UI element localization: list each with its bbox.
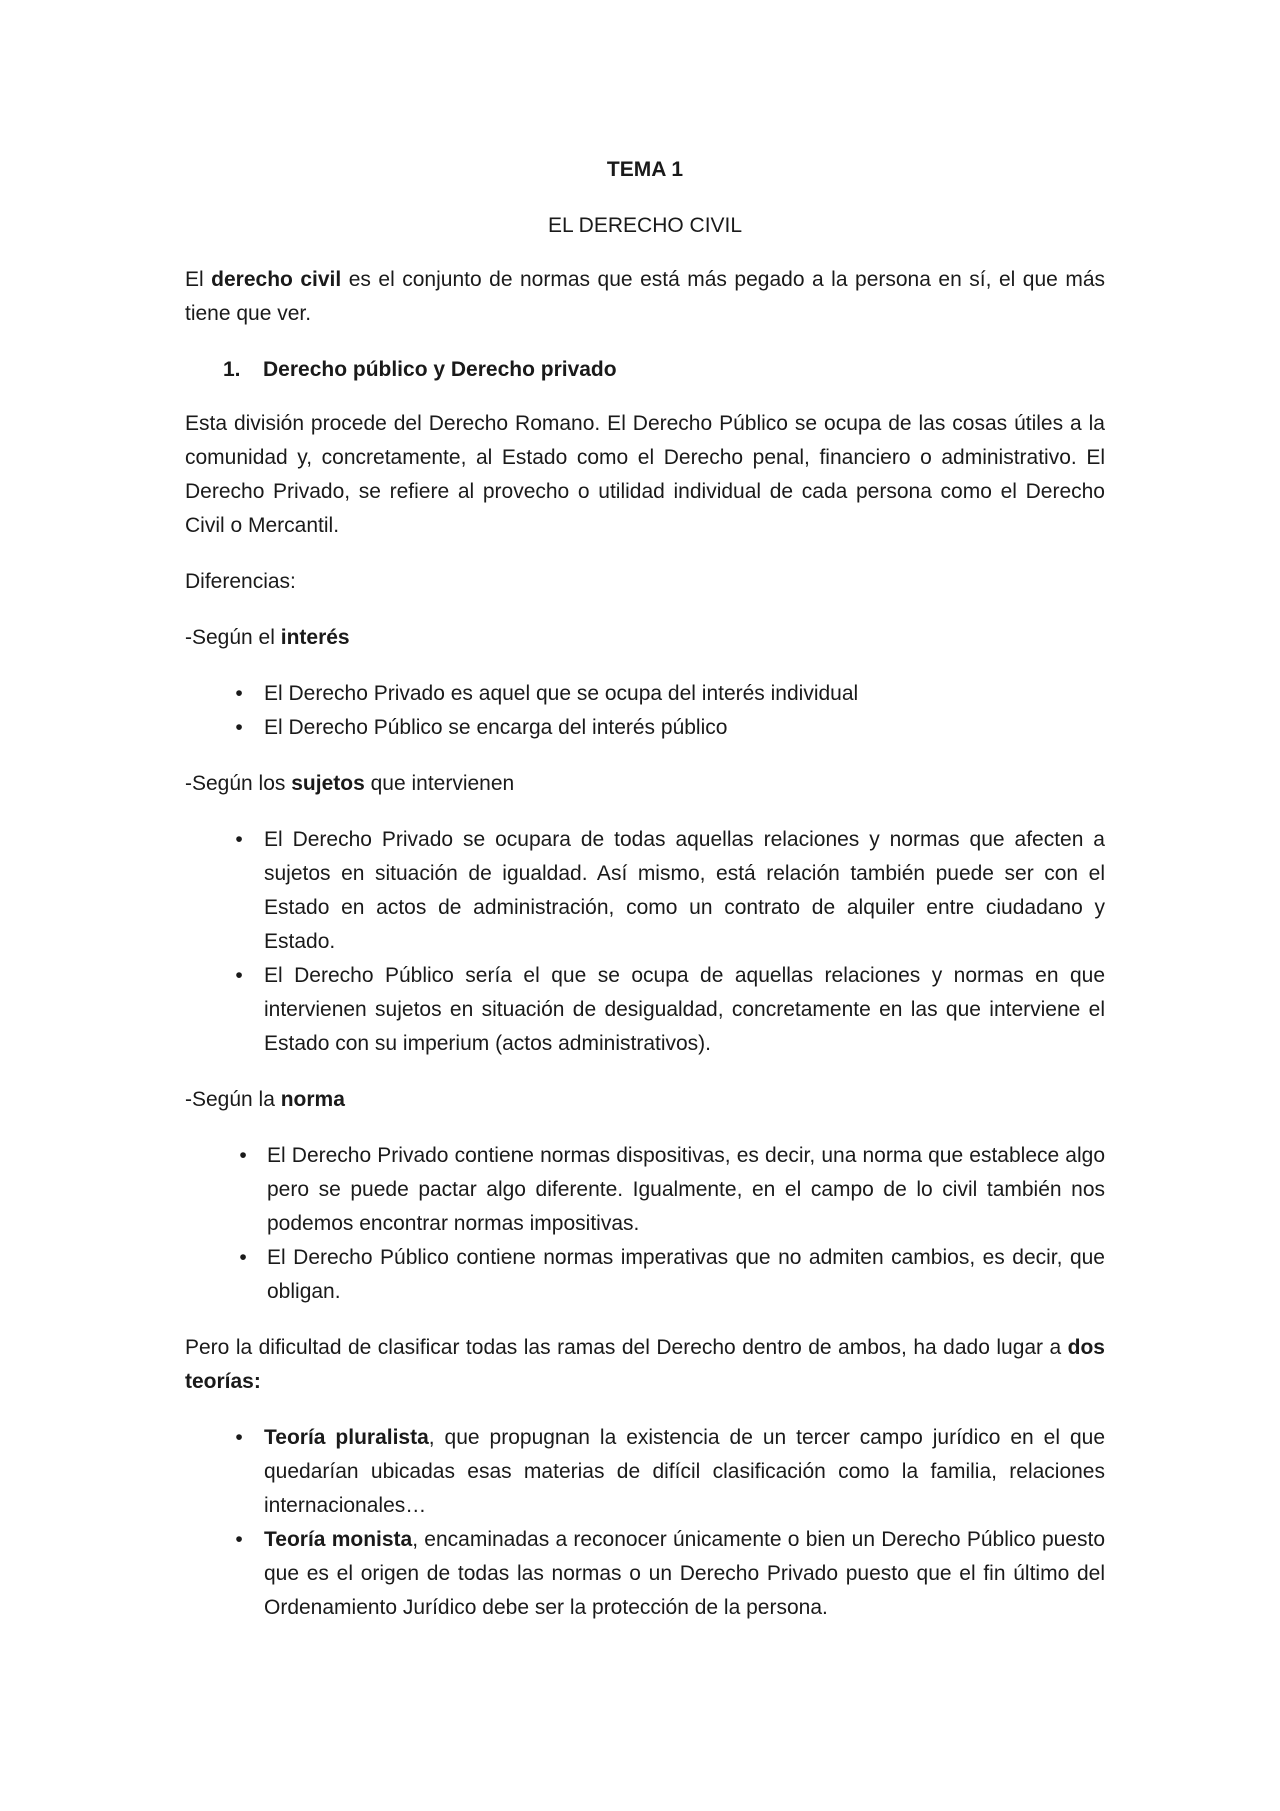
section-title: Derecho público y Derecho privado xyxy=(263,358,617,381)
bullet-icon: • xyxy=(239,1144,247,1167)
list-item: • El Derecho Público se encarga del interés público xyxy=(185,711,1105,745)
section-paragraph: Esta división procede del Derecho Romano. El Derecho Público se ocupa de las cosas útiles a la comunidad y, concretamente, al Estado como el Derecho penal, financiero o administrativo. El Derecho Privado, se refiere al provecho o utilidad individual de cada persona como el Derecho Civil o Mercantil. xyxy=(185,412,1105,537)
criterio-sujetos-list xyxy=(185,823,1105,1061)
bullet-icon: • xyxy=(235,682,243,705)
criterio-interes-label: -Según el interés xyxy=(185,626,350,649)
teorias-intro-paragraph: Pero la dificultad de clasificar todas las ramas del Derecho dentro de ambos, ha dado lugar a dos teorías: xyxy=(185,1336,1105,1393)
teorias-list xyxy=(185,1421,1105,1625)
intro-bold-term: derecho civil xyxy=(211,268,342,291)
criterio-norma-label: -Según la norma xyxy=(185,1088,345,1111)
section-number: 1. xyxy=(223,358,241,381)
criterio-sujetos-label: -Según los sujetos que intervienen xyxy=(185,772,515,795)
list-item: • El Derecho Privado es aquel que se ocupa del interés individual xyxy=(185,677,1105,711)
list-item: • Teoría pluralista, que propugnan la existencia de un tercer campo jurídico en el que quedarían ubicadas esas materias de difícil clasificación como la familia, relaciones internacionales… xyxy=(185,1421,1105,1523)
bullet-icon: • xyxy=(235,1426,243,1449)
diferencias-label: Diferencias: xyxy=(185,570,296,593)
criterio-interes-list xyxy=(185,677,1105,745)
list-item: • El Derecho Privado contiene normas dispositivas, es decir, una norma que establece algo pero se puede pactar algo diferente. Igualmente, en el campo de lo civil también nos podemos encontrar normas impositivas. xyxy=(185,1139,1105,1241)
intro-paragraph: El derecho civil es el conjunto de normas que está más pegado a la persona en sí, el que más tiene que ver. xyxy=(185,268,1105,325)
bullet-icon: • xyxy=(235,716,243,739)
bullet-icon: • xyxy=(235,828,243,851)
section-heading xyxy=(185,353,1105,387)
bullet-icon: • xyxy=(235,1528,243,1551)
list-item: • El Derecho Público contiene normas imperativas que no admiten cambios, es decir, que obligan. xyxy=(185,1241,1105,1309)
document-page xyxy=(185,153,1105,1647)
list-item: • El Derecho Privado se ocupara de todas aquellas relaciones y normas que afecten a sujetos en situación de igualdad. Así mismo, está relación también puede ser con el Estado en actos de administración, como un contrato de alquiler entre ciudadano y Estado. xyxy=(185,823,1105,959)
bullet-icon: • xyxy=(239,1246,247,1269)
list-item: • Teoría monista, encaminadas a reconocer únicamente o bien un Derecho Público puesto que es el origen de todas las normas o un Derecho Privado puesto que el fin último del Ordenamiento Jurídico debe ser la protección de la persona. xyxy=(185,1523,1105,1625)
criterio-norma-list xyxy=(185,1139,1105,1309)
bullet-icon: • xyxy=(235,964,243,987)
document-subtitle: EL DERECHO CIVIL xyxy=(547,214,743,237)
list-item: • El Derecho Público sería el que se ocupa de aquellas relaciones y normas en que intervienen sujetos en situación de desigualdad, concretamente en las que interviene el Estado con su imperium (actos administrativos). xyxy=(185,959,1105,1061)
document-title: TEMA 1 xyxy=(606,158,684,181)
